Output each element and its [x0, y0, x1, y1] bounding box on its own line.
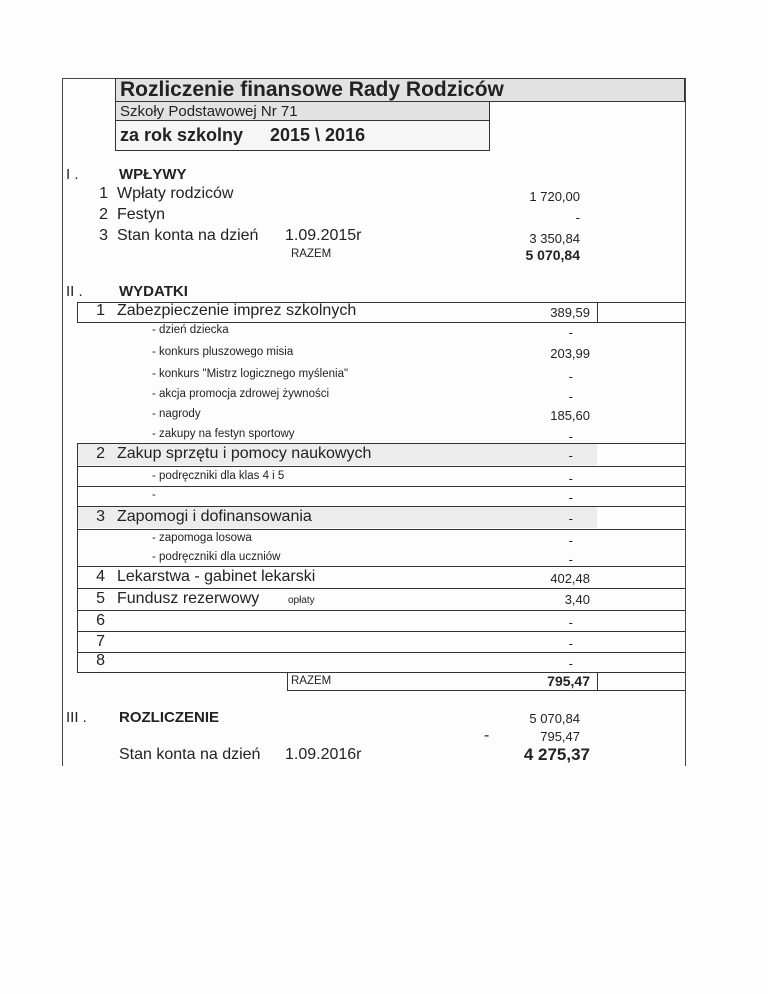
- expense-label-3: Zapomogi i dofinansowania: [117, 508, 312, 525]
- income-total-value: 5 070,84: [525, 247, 580, 263]
- rule: [77, 631, 685, 632]
- expense-value-3: -: [568, 511, 573, 526]
- expense-value-7: -: [568, 636, 573, 651]
- expense-value-5: 3,40: [564, 592, 590, 607]
- expense-num-8: 8: [96, 652, 105, 669]
- sub1-label-6: - zakupy na festyn sportowy: [152, 428, 295, 440]
- income-label-2: Festyn: [117, 206, 166, 223]
- section3-heading: ROZLICZENIE: [119, 709, 219, 726]
- expense-note-5: opłaty: [288, 595, 315, 606]
- income-label-3: Stan konta na dzień: [117, 227, 259, 244]
- income-date-3: 1.09.2015r: [285, 227, 362, 244]
- sub2-value-1: -: [568, 471, 573, 486]
- settlement-income: 5 070,84: [529, 711, 580, 726]
- sub2-label-2: -: [152, 489, 156, 501]
- rule: [77, 588, 685, 589]
- rule: [597, 672, 598, 690]
- sub2-value-2: -: [568, 490, 573, 505]
- income-num-3: 3: [99, 227, 108, 244]
- expense-value-2: -: [568, 448, 573, 463]
- sub1-label-2: - konkurs pluszowego misia: [152, 346, 294, 358]
- expense-num-7: 7: [96, 633, 105, 650]
- expense-value-6: -: [568, 615, 573, 630]
- balance-label: Stan konta na dzień: [119, 746, 261, 763]
- settlement-minus: -: [484, 727, 490, 744]
- section3-roman: III .: [66, 709, 87, 726]
- section2-heading: WYDATKI: [119, 283, 188, 300]
- school-name: Szkoły Podstawowej Nr 71: [120, 103, 298, 120]
- rule: [77, 529, 685, 530]
- rule: [77, 610, 685, 611]
- sub3-label-2: - podręczniki dla uczniów: [152, 551, 281, 563]
- rule: [77, 302, 78, 322]
- rule: [287, 690, 685, 691]
- sub1-value-2: 203,99: [550, 346, 590, 361]
- rule: [77, 322, 685, 323]
- rule: [287, 672, 288, 690]
- rule: [77, 566, 685, 567]
- rule: [77, 443, 78, 566]
- income-value-2: -: [575, 210, 580, 225]
- expense-label-5: Fundusz rezerwowy: [117, 590, 260, 607]
- sub3-value-2: -: [568, 552, 573, 567]
- year-label: za rok szkolny: [120, 125, 244, 145]
- income-value-3: 3 350,84: [529, 231, 580, 246]
- expense-label-1: Zabezpieczenie imprez szkolnych: [117, 302, 357, 319]
- balance-date: 1.09.2016r: [285, 746, 362, 763]
- expense-value-4: 402,48: [550, 571, 590, 586]
- expense-value-8: -: [568, 656, 573, 671]
- section1-heading: WPŁYWY: [119, 166, 187, 183]
- expense-num-4: 4: [96, 568, 105, 585]
- income-label-1: Wpłaty rodziców: [117, 185, 234, 202]
- rule: [77, 486, 685, 487]
- sub1-value-6: -: [568, 429, 573, 444]
- section1-roman: I .: [66, 166, 79, 183]
- expense-label-4: Lekarstwa - gabinet lekarski: [117, 568, 316, 585]
- expense-num-1: 1: [96, 302, 105, 319]
- rule: [77, 672, 685, 673]
- rule: [77, 466, 685, 467]
- expense-num-3: 3: [96, 508, 105, 525]
- sub2-label-1: - podręczniki dla klas 4 i 5: [152, 470, 285, 482]
- expense-num-5: 5: [96, 590, 105, 607]
- income-num-2: 2: [99, 206, 108, 223]
- sub1-value-1: -: [568, 325, 573, 340]
- frame-right: [685, 78, 686, 766]
- frame-left: [62, 78, 63, 766]
- sub3-value-1: -: [568, 533, 573, 548]
- sub1-label-3: - konkurs "Mistrz logicznego myślenia": [152, 368, 349, 380]
- sub3-label-1: - zapomoga losowa: [152, 532, 252, 544]
- expense-num-2: 2: [96, 445, 105, 462]
- expense-label-2: Zakup sprzętu i pomocy naukowych: [117, 445, 372, 462]
- rule: [597, 302, 598, 322]
- income-total-label: RAZEM: [291, 248, 332, 260]
- sub1-value-4: -: [568, 389, 573, 404]
- expense-total-value: 795,47: [547, 673, 590, 689]
- rule: [77, 652, 685, 653]
- section2-roman: II .: [66, 283, 83, 300]
- income-value-1: 1 720,00: [529, 189, 580, 204]
- expense-value-1: 389,59: [550, 305, 590, 320]
- sub1-value-3: -: [568, 369, 573, 384]
- sub1-label-5: - nagrody: [152, 408, 201, 420]
- settlement-expense: 795,47: [540, 729, 580, 744]
- sub1-value-5: 185,60: [550, 408, 590, 423]
- balance-value: 4 275,37: [523, 745, 590, 764]
- income-num-1: 1: [99, 185, 108, 202]
- year-value: 2015 \ 2016: [270, 125, 366, 145]
- expense-total-label: RAZEM: [291, 675, 332, 687]
- expense-num-6: 6: [96, 612, 105, 629]
- sub1-label-1: - dzień dziecka: [152, 324, 229, 336]
- sub1-label-4: - akcja promocja zdrowej żywności: [152, 388, 330, 400]
- rule: [77, 566, 78, 673]
- document-title: Rozliczenie finansowe Rady Rodziców: [120, 78, 504, 101]
